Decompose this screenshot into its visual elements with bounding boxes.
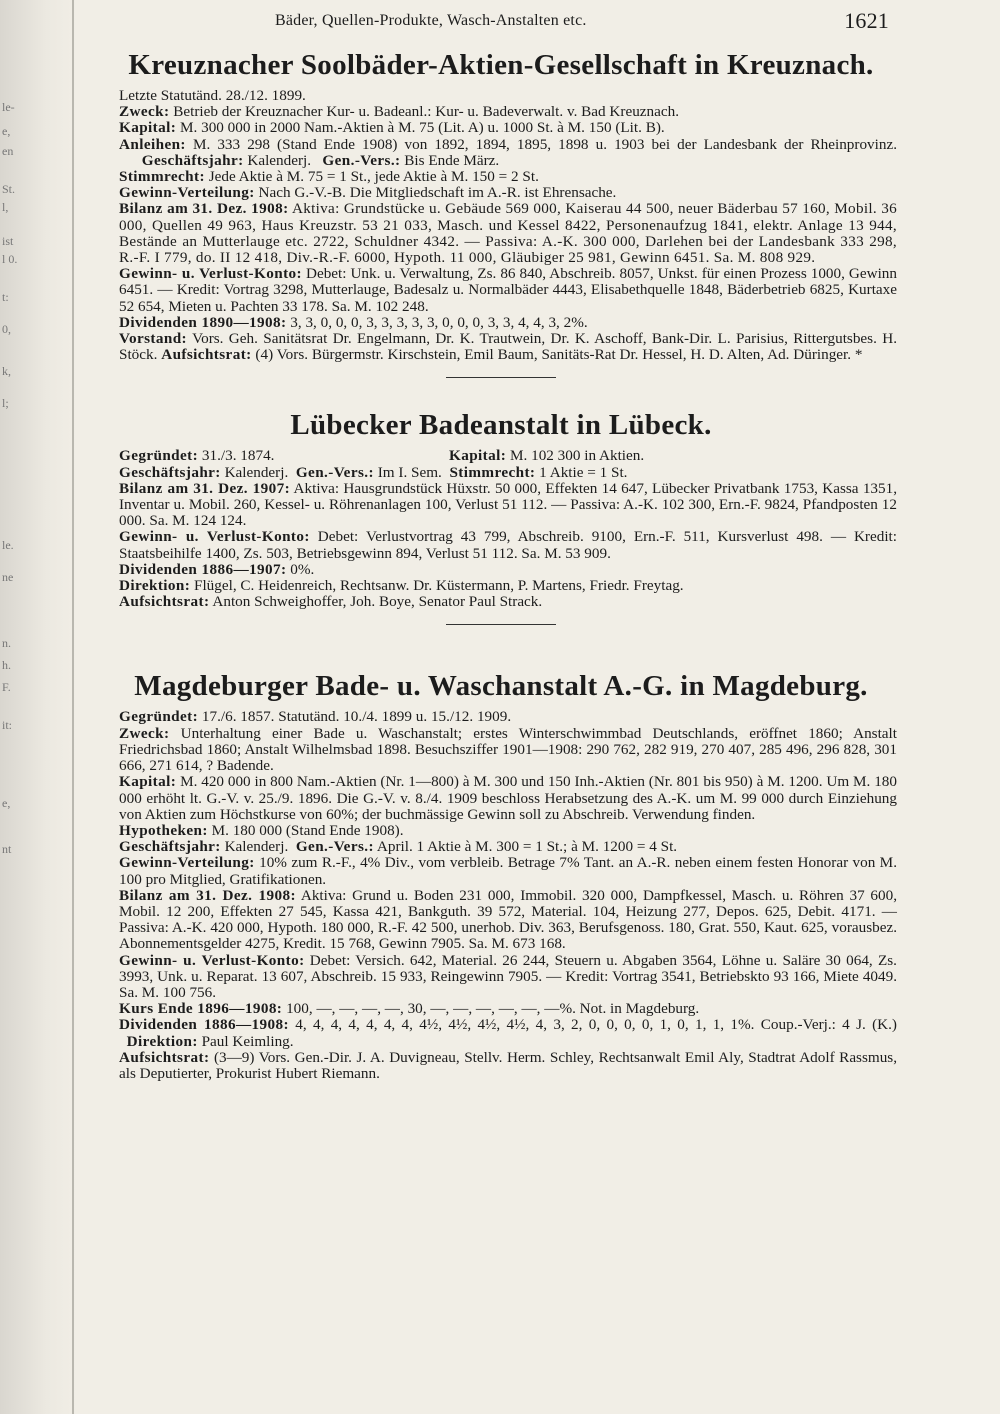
field-label: Gewinn-Verteilung: [119,854,255,872]
field-label: Direktion: [119,577,191,595]
gutter-shadow-line [72,0,74,1414]
margin-fragment: en [2,144,14,158]
margin-fragment: l; [2,396,9,410]
entry-line [105,709,897,725]
company-title-kreuznach: Kreuznacher Soolbäder-Aktien-Gesellschaft in Kreuznach. [128,49,874,81]
entry-kreuznach [105,88,897,363]
field-label: Anleihen: [119,135,186,153]
entry-line [105,331,897,363]
company-title-magdeburg: Magdeburger Bade- u. Waschanstalt A.-G. in Magdeburg. [134,670,868,703]
field-value: Aktiva: Hausgrundstück Hüxstr. 50 000, Effekten 14 647, Lübecker Privatbank 1753, Kassa 1351, Inventar u. Mobil. 260, Kessel- u. Röhrenanlagen 100, Verlust 51 112. — Passiva: A.-K. 102 300, Ern.-F. 9824, Pfandposten 12 000. Sa. M. 124 124. [119,479,898,530]
margin-fragment: le. [2,538,14,552]
field-value: Jede Aktie à M. 75 = 1 St., jede Aktie à M. 150 = 2 St. [204,168,539,186]
field-value: April. 1 Aktie à M. 300 = 1 St.; à M. 1200 = 4 St. [373,838,678,856]
entry-luebeck [105,448,897,610]
field-value: Kalenderj. [220,838,289,856]
margin-fragment: 0, [2,322,11,336]
entry-line [105,1017,897,1049]
field-label: Bilanz am 31. Dez. 1907: [119,479,291,497]
margin-fragment: F. [2,680,11,694]
field-label: Geschäftsjahr: [141,151,244,169]
entry-line [105,562,897,578]
margin-fragment: l 0. [2,252,18,266]
field-value: 4, 4, 4, 4, 4, 4, 4, 4½, 4½, 4½, 4½, 4, 3, 2, 0, 0, 0, 0, 1, 0, 1, 1, 1%. Coup.-Verj.: 4 J. (K.) [288,1016,897,1034]
field-value: 0%. [286,560,315,578]
page-content [105,4,897,1082]
field-label: Bilanz am 31. Dez. 1908: [119,886,296,904]
field-value: Flügel, C. Heidenreich, Rechtsanw. Dr. Küstermann, P. Martens, Friedr. Freytag. [190,577,684,595]
field-value: 17./6. 1857. Statutänd. 10./4. 1899 u. 15./12. 1909. [198,708,512,726]
statute-date: Letzte Statutänd. 28./12. 1899. [119,87,306,104]
entry-line [105,953,897,1002]
field-label: Kapital: [449,447,507,465]
entry-line [105,823,897,839]
field-label: Geschäftsjahr: [119,838,221,856]
margin-fragment: ne [2,570,14,584]
entry-line [105,120,897,136]
entry-line [105,185,897,201]
field-label: Hypotheken: [119,821,208,839]
entry-line [105,594,897,610]
margin-fragment: it: [2,718,13,732]
field-label: Aufsichtsrat: [161,346,252,364]
entry-line [105,774,897,823]
field-label: Zweck: [119,103,170,121]
field-value: M. 102 300 in Aktien. [506,447,645,465]
margin-fragment: t: [2,290,9,304]
field-label: Gewinn- u. Verlust-Konto: [119,528,310,546]
margin-fragment: n. [2,636,11,650]
field-value: Kalenderj. [220,463,289,481]
margin-fragment: k, [2,364,11,378]
entry-line [105,266,897,315]
entry-line [105,1050,897,1082]
entry-line [105,465,897,481]
field-value: (4) Vors. Bürgermstr. Kirschstein, Emil Baum, Sanitäts-Rat Dr. Hessel, H. D. Alten, Ad. Düringer. * [251,346,863,364]
entry-line [105,137,897,169]
field-value: Kalenderj. [243,151,312,169]
field-value: Aktiva: Grund u. Boden 231 000, Immobil. 320 000, Dampfkessel, Masch. u. Röhren 37 600, Mobil. 12 200, Effekten 27 545, Kassa 421, Bankguth. 39 572, Material. 104, Heizung 277, Depos. 625, Debit. 4171. — Passiva: A.-K. 420 000, Hypoth. 180 000, R.-F. 42 500, unerhob. Div. 363, Berufsgenoss. 180, Grat. 550, Kaut. 625, vorausbez. Abonnementsgelder 4275, Kredit. 15 768, Gewinn 7905. Sa. M. 673 168. [119,886,898,953]
entry-line [105,888,897,953]
field-label: Gen.-Vers.: [322,151,401,169]
field-label: Geschäftsjahr: [119,463,221,481]
field-value: (3—9) Vors. Gen.-Dir. J. A. Duvigneau, Stellv. Herm. Schley, Rechtsanwalt Emil Aly, Stadtrat Adolf Rassmus, als Deputierter, Prokurist Hubert Riemann. [119,1048,897,1082]
field-label: Gewinn- u. Verlust-Konto: [119,265,302,283]
field-label: Aufsichtsrat: [119,1048,210,1066]
entry-line [105,448,897,464]
margin-fragment: St. [2,182,16,196]
field-value: 31./3. 1874. [198,447,275,465]
field-value: M. 333 298 (Stand Ende 1908) von 1892, 1894, 1895, 1898 u. 1903 bei der Landesbank der Rheinprovinz. [185,135,897,153]
field-value: 10% zum R.-F., 4% Div., vom verbleib. Betrage 7% Tant. an A.-R. neben einem festen Honorar von M. 100 pro Mitglied, Gratifikationen. [119,854,897,888]
page-number: 1621 [844,8,889,33]
field-value: Vors. Geh. Sanitätsrat Dr. Engelmann, Dr. K. Trautwein, Dr. K. Aschoff, Bank-Dir. L. Parisius, Rittergutsbes. H. Stöck. [119,330,897,364]
field-value: M. 300 000 in 2000 Nam.-Aktien à M. 75 (Lit. A) u. 1000 St. à M. 150 (Lit. B). [176,119,665,137]
field-value: M. 420 000 in 800 Nam.-Aktien (Nr. 1—800) à M. 300 und 150 Inh.-Aktien (Nr. 801 bis 950) à M. 1200. Um M. 180 000 erhöht lt. G.-V. v. 25./9. 1896. Die G.-V. v. 8./4. 1909 beschloss Herabsetzung des A.-K. um M. 99 000 durch Einziehung von Aktien zum Höchstkurse von 60%; der buchmässige Gewinn soll zu Abschreib. Verwendung finden. [119,773,897,823]
entry-line [105,839,897,855]
entry-line [105,315,897,331]
field-label: Gen.-Vers.: [295,463,374,481]
field-value: Unterhaltung einer Bade u. Waschanstalt; erstes Winterschwimmbad Deutschlands, eröffnet 1860; Anstalt Friedrichsbad 1860; Anstalt Wilhelmsbad 1898. Besuchsziffer 1901—1908: 290 762, 282 919, 270 407, 285 496, 296 828, 301 666, 271 614, ? Badende. [119,724,897,775]
field-label: Aufsichtsrat: [119,593,210,611]
field-value: Aktiva: Grundstücke u. Gebäude 569 000, Kaiserau 44 500, neuer Bäderbau 57 160, Mobil. 36 000, Quellen 49 963, Haus Kreuzstr. 53 21 033, Masch. und Kessel 8422, Personenaufzug 1841, elektr. Anlage 13 944, Bestände an Mutterlauge etc. 2722, Schuldner 4342. — Passiva: A.-K. 300 000, Darlehen bei der Landesbank 333 298, R.-F. I 779, do. II 12 418, Div.-R.-F. 6000, Hypoth. 11 000, Gläubiger 25 981, Gewinn 6451. Sa. M. 808 929. [119,200,897,267]
field-label: Dividenden 1886—1908: [119,1016,289,1034]
margin-fragment: e, [2,796,11,810]
entry-line [105,88,897,104]
field-label: Zweck: [119,724,170,742]
field-value: Anton Schweighoffer, Joh. Boye, Senator Paul Strack. [209,593,543,611]
field-value: Paul Keimling. [197,1032,294,1050]
field-label: Gegründet: [119,447,199,465]
field-value: M. 180 000 (Stand Ende 1908). [207,821,404,839]
field-value: Bis Ende März. [400,151,500,169]
entry-line [105,201,897,266]
section-separator [446,377,556,378]
field-label: Gen.-Vers.: [295,838,374,856]
field-label: Dividenden 1890—1908: [119,313,287,331]
entry-line [105,529,897,561]
margin-fragment: h. [2,658,11,672]
margin-fragment: l, [2,200,9,214]
entry-line [105,1001,897,1017]
field-value: Debet: Verlustvortrag 43 799, Abschreib. 9100, Ern.-F. 511, Kursverlust 498. — Kredit: Staatsbeihilfe 1400, Zs. 503, Betriebsgewinn 894, Verlust 51 112. Sa. M. 53 909. [119,528,897,562]
field-label: Kapital: [119,119,177,137]
field-label: Gewinn-Verteilung: [119,184,255,202]
field-value: Debet: Unk. u. Verwaltung, Zs. 86 840, Abschreib. 8057, Unkst. für einen Prozess 1000, Gewinn 6451. — Kredit: Vortrag 3298, Mutterlauge, Badesalz u. Normalbäder 4443, Elisabethquelle 1848, Bäderbetrieb 6825, Kurtaxe 52 654, Mieten u. Pachten 33 178. Sa. M. 102 248. [119,265,897,315]
company-title-luebeck: Lübecker Badeanstalt in Lübeck. [290,409,712,442]
entry-line [105,169,897,185]
section-separator [446,624,556,625]
field-value: Im I. Sem. [373,463,442,481]
field-value: 100, —, —, —, —, 30, —, —, —, —, —, —%. Not. in Magdeburg. [282,1000,700,1018]
margin-fragment: e, [2,124,11,138]
margin-fragment: ist [2,234,14,248]
field-value: 1 Aktie = 1 St. [535,463,628,481]
field-label: Bilanz am 31. Dez. 1908: [119,200,289,218]
binding-gutter [0,0,78,1414]
entry-line [105,481,897,530]
entry-line [105,104,897,120]
field-label: Vorstand: [119,330,188,348]
field-label: Stimmrecht: [449,463,536,481]
entry-magdeburg [105,709,897,1082]
entry-line [105,578,897,594]
field-label: Gegründet: [119,708,199,726]
running-title: Bäder, Quellen-Produkte, Wasch-Anstalten etc. [275,12,587,29]
field-label: Stimmrecht: [119,168,205,186]
founding-date [119,448,449,464]
field-value: 3, 3, 0, 0, 0, 3, 3, 3, 3, 3, 0, 0, 0, 3, 3, 4, 4, 3, 2%. [286,313,588,331]
field-value: Nach G.-V.-B. Die Mitgliedschaft im A.-R. ist Ehrensache. [254,184,617,202]
margin-fragment: le- [2,100,15,114]
field-label: Direktion: [126,1032,198,1050]
field-label: Dividenden 1886—1907: [119,560,287,578]
field-value: Betrieb der Kreuznacher Kur- u. Badeanl.: Kur- u. Badeverwalt. v. Bad Kreuznach. [169,103,679,121]
margin-fragment: nt [2,842,12,856]
running-head [105,4,897,38]
entry-line [105,855,897,887]
capital [449,448,644,464]
field-label: Kapital: [119,773,177,791]
field-label: Gewinn- u. Verlust-Konto: [119,951,305,969]
field-label: Kurs Ende 1896—1908: [119,1000,283,1018]
field-value: Debet: Versich. 642, Material. 26 244, Steuern u. Abgaben 3564, Löhne u. Saläre 30 064, Zs. 3993, Unk. u. Reparat. 13 607, Abschreib. 15 933, Reingewinn 7905. — Kredit: Vortrag 3541, Betriebskto 93 166, Miete 4049. Sa. M. 100 756. [119,951,897,1001]
entry-line [105,726,897,775]
